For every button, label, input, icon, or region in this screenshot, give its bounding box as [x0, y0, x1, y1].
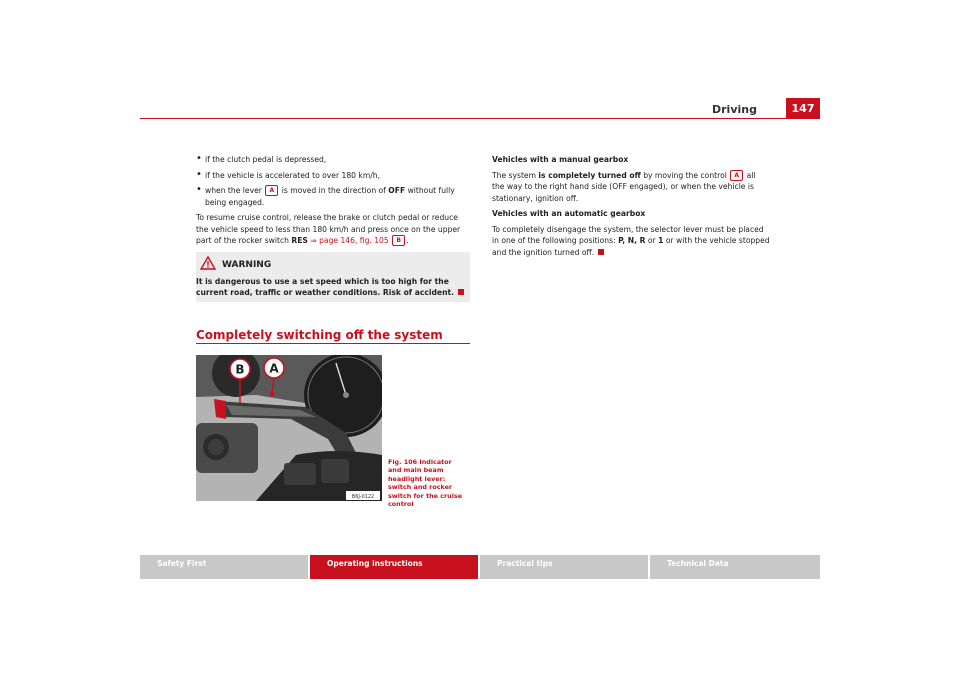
footer-tab-technical-data[interactable]: Technical Data — [650, 555, 820, 579]
end-mark-icon — [598, 249, 604, 255]
manual-gearbox-paragraph — [492, 170, 770, 205]
resume-paragraph — [196, 212, 472, 247]
footer-tab-operating-instructions[interactable]: Operating instructions — [310, 555, 478, 579]
automatic-gearbox-paragraph — [492, 224, 770, 259]
auto-pos-1: 1 — [658, 236, 664, 245]
figure-image — [196, 355, 382, 501]
auto-post: or with the vehicle stopped and the ignition turned off. — [492, 236, 770, 257]
page-link[interactable]: ⇒ page 146, fig. 105 — [310, 236, 389, 245]
steering-column-illustration — [196, 355, 382, 501]
figure-caption: Fig. 106 Indicator and main beam headlight lever: switch and rocker switch for the cruise control — [388, 458, 463, 509]
manual-post: all the way to the right hand side (OFF engaged), or when the vehicle is stationary, ignition off. — [492, 170, 756, 203]
off-label: OFF — [388, 186, 406, 195]
warning-title: WARNING — [222, 260, 272, 270]
callout-a-tag: A — [265, 185, 278, 196]
auto-positions: P, N, R — [618, 236, 646, 245]
right-column — [492, 154, 770, 262]
section-rule — [196, 343, 470, 344]
bullet3-pre: when the lever — [205, 186, 262, 195]
left-column — [196, 154, 472, 251]
list-item — [196, 185, 472, 208]
manual-pre: The system — [492, 170, 536, 180]
automatic-gearbox-heading: Vehicles with an automatic gearbox — [492, 209, 646, 218]
image-code: B6J-0122 — [351, 494, 375, 500]
footer-tab-practical-tips[interactable]: Practical tips — [480, 555, 648, 579]
callout-a-label: A — [269, 361, 279, 376]
callout-b-tag: B — [392, 235, 405, 246]
callout-a-tag: A — [730, 170, 743, 181]
end-mark-icon — [458, 289, 464, 295]
footer-tab-safety-first[interactable]: Safety First — [140, 555, 308, 579]
resume-text: To resume cruise control, release the brake or clutch pedal or reduce the vehicle speed to less than 180 km/h and press once on the upper part of the rocker switch — [196, 213, 461, 245]
auto-or: or — [647, 236, 656, 245]
header-rule — [140, 118, 820, 119]
warning-text: It is dangerous to use a set speed which is too high for the current road, traffic or weather conditions. Risk of accident. — [196, 277, 454, 297]
list-item: • if the clutch pedal is depressed, — [196, 154, 472, 166]
res-label: RES — [291, 236, 308, 245]
list-item: • if the vehicle is accelerated to over 180 km/h, — [196, 170, 472, 182]
warning-triangle-icon — [200, 256, 216, 270]
manual-bold: is completely turned off — [538, 170, 641, 180]
auto-pre: To completely disengage the system, the selector lever must be placed in one of the following positions: — [492, 224, 764, 245]
page-number: 147 — [786, 98, 820, 118]
section-title: Completely switching off the system — [196, 328, 443, 342]
bullet3-post: without fully being engaged. — [205, 186, 455, 207]
page-header-title: Driving — [712, 103, 757, 116]
sentence-end: . — [406, 236, 409, 245]
manual-gearbox-heading: Vehicles with a manual gearbox — [492, 155, 629, 164]
manual-mid: by moving the control — [643, 170, 727, 180]
warning-body — [196, 276, 468, 298]
bullet3-mid: is moved in the direction of — [281, 186, 386, 195]
callout-b-label: B — [235, 362, 245, 377]
